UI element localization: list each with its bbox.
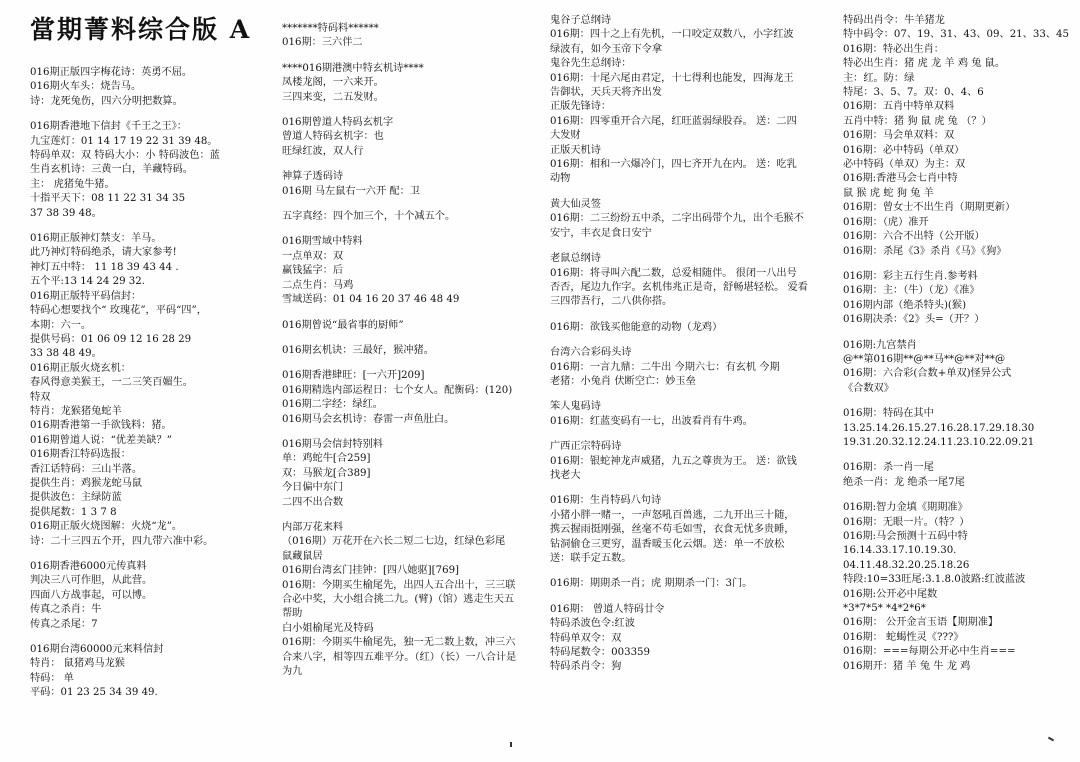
block-gap — [550, 241, 832, 252]
text-line: 016期正版特平码信封： — [30, 290, 142, 302]
text-line: 告御状，天兵天将齐出发 — [550, 87, 663, 99]
text-line: 特必出生肖：猪 虎 龙 羊 鸡 兔 鼠。 — [843, 58, 1006, 70]
text-line: 特码杀波色令:红波 — [550, 618, 635, 630]
block-gap — [550, 389, 832, 400]
text-block — [550, 346, 832, 389]
text-line: 特码： 单 — [30, 672, 74, 684]
text-block — [282, 210, 534, 224]
text-line: 正版天机诗 — [550, 144, 601, 156]
block-gap — [282, 224, 534, 235]
column-2 — [282, 22, 534, 679]
column-4 — [843, 14, 1075, 674]
block-gap — [843, 396, 1075, 407]
block-gap — [550, 566, 832, 577]
block-gap — [282, 510, 534, 521]
block-gap — [282, 51, 534, 62]
text-line: 特码杀肖令：狗 — [550, 661, 622, 673]
text-line: 单：鸡蛇牛[合259] — [282, 453, 371, 465]
text-line: 13.25.14.26.15.27.16.28.17.29.18.30 — [843, 422, 1035, 434]
block-gap — [843, 490, 1075, 501]
text-line: 016期曾道人特码玄机字 — [282, 117, 394, 129]
text-line: 台湾六合彩码头诗 — [550, 347, 632, 359]
text-line: 016期香港地下信封《千王之王》： — [30, 121, 187, 133]
text-line: 合必中奖，大小组合挑二九。(臂)（馆）逃走生天五 — [282, 594, 515, 605]
text-line: 旺绿红波，双人行 — [282, 145, 364, 157]
text-block — [550, 577, 832, 591]
block-gap — [550, 187, 832, 198]
text-line: 016期正版火烧图解：火烧“龙”。 — [30, 521, 183, 533]
text-line: 016期：红蓝变码有一七，出波看肖有牛鸡。 — [550, 415, 753, 427]
text-line: 鼠 猴 虎 蛇 狗 兔 羊 — [843, 187, 934, 199]
text-line: 016期：银蛇神龙声威猪，九五之尊贵为王。 送：欲钱 — [550, 455, 797, 467]
text-line: 特双 — [30, 391, 51, 403]
text-line: 016期：杀一肖一尾 — [843, 462, 934, 474]
text-line: 016期：今期买牛榆尾先，独一无二数上数，冲三六 — [282, 637, 516, 649]
text-block — [550, 321, 832, 335]
text-line: 016期：欲钱买他能意的动物（龙鸡） — [550, 321, 723, 333]
text-line: 判决三八可作胆，从此营。 — [30, 575, 153, 587]
text-line: 三四来变，二五发财。 — [282, 91, 384, 103]
text-line: 平码：01 23 25 34 39 49. — [30, 687, 158, 699]
text-line: 016期正版火烧玄机： — [30, 362, 131, 374]
text-line: 016期香港6000元传真料 — [30, 561, 147, 572]
text-line: 特码心想要找个“ 玫瑰花”，平码“四”， — [30, 305, 207, 317]
text-block — [282, 170, 534, 199]
text-line: 016期：四十之上有先机，一口咬定双数八，小字红波 — [550, 29, 794, 41]
text-line: 白小姐榆尾光及特码 — [282, 622, 374, 634]
text-line: 为九 — [282, 666, 303, 678]
text-line: 016期曾道人说：“优差美缺？” — [30, 434, 172, 446]
text-line: 十指平天下：08 11 22 31 34 35 — [30, 193, 186, 205]
text-block — [282, 319, 534, 333]
text-line: 016期：十尾六尾由君定，十七得利也能发，四海龙王 — [550, 72, 794, 84]
text-line: 黄大仙灵签 — [550, 198, 601, 210]
text-block — [282, 369, 534, 427]
text-line: 内部万花来料 — [282, 521, 344, 533]
text-block — [550, 440, 832, 483]
text-line: 鼠藏鼠居 — [282, 550, 323, 562]
text-line: 携云握雨挺刚强，丝毫不苟毛如雪，衣食无忧多贵睡， — [550, 524, 795, 536]
text-line: 神算子透码诗 — [282, 171, 344, 183]
text-line: 二点生肖：马鸡 — [282, 279, 354, 291]
text-line: 一点单双：双 — [282, 250, 344, 262]
text-line: 016期：杀尾《3》杀肖《马》《狗》 — [843, 245, 1007, 257]
text-line: 正版先锋诗： — [550, 101, 612, 113]
text-line: 016期：一言九鼎：二牛出 今期六七：有玄机 今期 — [550, 361, 780, 373]
text-line: 19.31.20.32.12.24.11.23.10.22.09.21 — [843, 436, 1035, 448]
text-line: 小猪小胖一赌一，一声怒吼百兽逃，二九开出三十随， — [550, 509, 795, 521]
text-block — [30, 560, 270, 632]
text-block — [30, 643, 270, 701]
text-line: 016期：（虎）准开 — [843, 216, 929, 228]
block-gap — [550, 429, 832, 440]
text-block — [550, 603, 832, 675]
text-line: 绝杀一肖：龙 绝杀一尾7尾 — [843, 476, 965, 488]
text-line: 雪域送码：01 04 16 20 37 46 48 49 — [282, 294, 460, 306]
block-gap — [282, 159, 534, 170]
text-line: 016期：彩主五行生肖.参考料 — [843, 270, 978, 282]
block-gap — [282, 427, 534, 438]
text-line: 016期火车头：烧告马。 — [30, 81, 142, 93]
text-line: 生肖玄机诗：三黄一白，羊藏特码。 — [30, 164, 193, 176]
text-line: 神灯五中特： 11 18 39 43 44 . — [30, 261, 179, 273]
text-line: 赢钱猛字：后 — [282, 265, 344, 277]
text-line: 二四不出合数 — [282, 496, 344, 508]
text-line: 五字真经：四个加三个，十个减五个。 — [282, 211, 456, 223]
text-line: 提供号码：01 06 09 12 16 28 29 — [30, 333, 192, 345]
text-line: 016期正版四字梅花诗：英勇不屈。 — [30, 67, 193, 78]
text-line: 双：马猴龙[合389] — [282, 467, 371, 479]
text-line: （016期）万花开在六长二短二七边，红绿色彩尾 — [282, 536, 506, 548]
scan-mark — [510, 742, 512, 747]
text-block — [550, 252, 832, 310]
text-line: 016期：二三纷纷五中杀，二字出码带个九，出个毛猴不 — [550, 213, 804, 225]
text-line: 提供尾数：1 3 7 8 — [30, 506, 117, 518]
text-line: *3*7*5* *4*2*6* — [843, 603, 926, 615]
text-line: 主：红。防：绿 — [843, 72, 915, 84]
text-line: 凤楼龙阁，一六来开。 — [282, 77, 384, 89]
text-line: 送：联手定五数。 — [550, 553, 632, 564]
text-line: 016期： 曾道人特码廿令 — [550, 603, 665, 615]
text-line: 016期决杀：《2》头=（开？） — [843, 314, 985, 326]
text-line: 主： 虎猪兔牛猪。 — [30, 178, 115, 190]
text-line: 016期：无眼一片。（特？） — [843, 516, 970, 528]
block-gap — [282, 333, 534, 344]
text-line: 特码尾数令：003359 — [550, 647, 651, 659]
text-line: 笨人鬼码诗 — [550, 401, 601, 413]
text-line: 找老大 — [550, 469, 581, 481]
block-gap — [550, 310, 832, 321]
text-line: 特码单双：双 特码大小：小 特码波色：蓝 — [30, 150, 220, 162]
text-block — [282, 344, 534, 358]
text-line: 五个平:13 14 24 29 32. — [30, 276, 146, 288]
text-line: 04.11.48.32.20.25.18.26 — [843, 559, 970, 571]
text-line: 016期：将寻叫六配二数，总爱相随伴。 很闭一八出号 — [550, 267, 797, 279]
text-line: 016期马会信封特别料 — [282, 438, 383, 450]
text-line: 016期：期期杀一肖；虎 期期杀一门：3门。 — [550, 578, 753, 590]
block-gap — [30, 109, 270, 120]
text-line: 曾道人特码玄机字：也 — [282, 131, 384, 143]
text-line: 五肖中特：猪 狗 鼠 虎 兔 （？） — [843, 115, 992, 127]
block-gap — [282, 358, 534, 369]
text-block — [550, 494, 832, 566]
text-line: 016期：必中特码（单双） — [843, 144, 965, 156]
text-line: 016期精选内部运程日：七个女人。配衡码：(120) — [282, 384, 513, 396]
block-gap — [282, 308, 534, 319]
text-block — [843, 501, 1075, 674]
text-block — [282, 438, 534, 510]
text-line: 本期：六一。 — [30, 319, 92, 331]
text-line: 016期：六合彩(合数+单双)怪异公式 — [843, 368, 1012, 380]
text-line: 33 38 48 49。 — [30, 348, 102, 360]
text-line: 016期：特必出生肖： — [843, 43, 944, 55]
text-block — [550, 198, 832, 241]
text-line: 帮助 — [282, 608, 303, 620]
text-line: 016期：三六伴二 — [282, 37, 363, 49]
text-line: 016期：生肖特码八句诗 — [550, 495, 662, 507]
text-line: 诗：二十三四五个开，四九带六准中彩。 — [30, 535, 214, 547]
text-block — [550, 400, 832, 429]
block-gap — [843, 450, 1075, 461]
block-gap — [30, 549, 270, 560]
text-line: 传真之杀肖：牛 — [30, 604, 102, 616]
text-line: 016期二字经：绿红。 — [282, 399, 383, 411]
text-line: 特段:10=33旺尾:3.1.8.0波路:红波蓝波 — [843, 574, 1026, 586]
text-line: 广西正宗特码诗 — [550, 441, 622, 453]
block-gap — [843, 328, 1075, 339]
text-line: 钻洞偷仓三更穷，温香暖玉化云烟。送：单一不放松 — [550, 538, 785, 550]
text-line: 016期香江特码选报： — [30, 449, 131, 461]
text-line: 016期曾说“最省事的厨师” — [282, 319, 404, 331]
text-line: ****016期港澳中特玄机诗**** — [282, 62, 424, 74]
text-line: 016期香港第一手欲钱料：猪。 — [30, 420, 172, 432]
block-gap — [30, 221, 270, 232]
text-line: 特肖： 鼠猪鸡马龙猴 — [30, 658, 125, 670]
text-line: 016期：===每期公开必中生肖=== — [843, 646, 1016, 658]
text-line: 四面八方战事起，可以博。 — [30, 589, 153, 601]
block-gap — [843, 259, 1075, 270]
text-line: 特中码令：07、19、31、43、09、21、33、45 — [843, 29, 1069, 41]
text-block — [30, 232, 270, 549]
column-1 — [30, 66, 270, 701]
column-3 — [550, 14, 832, 675]
text-line: 016期内部（绝杀特头)(猴) — [843, 299, 967, 311]
text-line: 特肖：龙猴猪兔蛇羊 — [30, 405, 122, 417]
text-block — [843, 461, 1075, 490]
text-line: 016期：曾女士不出生肖（期期更新） — [843, 202, 1016, 214]
text-line: 三四带吾行，二八供你搭。 — [550, 296, 673, 308]
text-line: @**第016期**@**马**@**对**@ — [843, 353, 1006, 365]
text-line: 鬼谷先生总纲诗： — [550, 58, 632, 70]
text-line: 大发财 — [550, 130, 581, 142]
text-block — [843, 339, 1075, 397]
text-block — [30, 120, 270, 221]
text-line: 传真之杀尾：7 — [30, 618, 98, 630]
text-line: 合来八字，相等四五难平分。（红）（长）一八合计是 — [282, 651, 517, 663]
text-line: 016期:香港马会七肖中特 — [843, 173, 958, 185]
text-block — [550, 14, 832, 187]
text-line: 特码出肖令：牛羊猪龙 — [843, 15, 945, 26]
text-line: 16.14.33.17.10.19.30. — [843, 545, 957, 557]
text-line: 016期马会玄机诗：春雷一声鱼肚白。 — [282, 413, 455, 425]
text-line: 016期台湾玄门挂钟：[四八她驱][769] — [282, 565, 460, 577]
block-gap — [550, 335, 832, 346]
text-line: 016期正版神灯禁支：羊马。 — [30, 233, 162, 245]
text-line: 今日偏中东门 — [282, 482, 344, 494]
text-line: 016期:智力金填《期期准》 — [843, 502, 968, 514]
text-block — [30, 66, 270, 109]
text-line: 016期:马会预测十五码中特 — [843, 531, 968, 542]
text-line: 春风得意美猴王，一二三笑百媚生。 — [30, 377, 193, 389]
text-block — [282, 22, 534, 51]
text-line: 《合数双》 — [843, 382, 894, 394]
text-line: 016期：六合不出特（公开版） — [843, 231, 985, 243]
text-line: 016期开：猪 羊 兔 牛 龙 鸡 — [843, 660, 971, 672]
text-line: 绿波有，如今玉帝下令拿 — [550, 43, 663, 55]
text-block — [282, 116, 534, 159]
text-line: 提供生肖：鸡猴龙蛇马鼠 — [30, 477, 143, 489]
text-block — [282, 62, 534, 105]
text-line: 016期香港肆旺：[一六开]209] — [282, 370, 425, 382]
text-line: 特码单双令：双 — [550, 632, 622, 644]
text-line: 016期雪域中特料 — [282, 236, 363, 248]
text-block — [843, 14, 1075, 259]
text-line: 提供波色：主绿防蓝 — [30, 492, 122, 504]
text-line: 016期 马左鼠右一六开 配：卫 — [282, 185, 420, 197]
text-block — [843, 270, 1075, 328]
text-line: 鬼谷子总纲诗 — [550, 15, 612, 26]
text-line: 016期：马会单双料：双 — [843, 130, 955, 142]
text-line: 016期玄机诀：三最好，猴冲猪。 — [282, 344, 434, 356]
text-line: 特尾：3、5、7。双：0、4、6 — [843, 87, 984, 99]
text-line: 必中特码（单双）为主：双 — [843, 159, 966, 171]
block-gap — [30, 632, 270, 643]
text-line: 016期:九宫禁肖 — [843, 339, 917, 351]
block-gap — [550, 592, 832, 603]
text-line: 016期：主：（牛）（龙）《准》 — [843, 285, 980, 297]
text-line: 诗：龙死兔伤，四六分明把数算。 — [30, 95, 183, 107]
text-line: 否否，尾边九作字。玄机伟兆正是奇，舒畅堪轻松。 爱看 — [550, 281, 808, 293]
block-gap — [282, 105, 534, 116]
text-line: 老鼠总纲诗 — [550, 253, 601, 265]
block-gap — [550, 483, 832, 494]
text-line: 此乃神灯特码绝杀，请大家参考! — [30, 247, 177, 259]
text-block — [843, 407, 1075, 450]
block-gap — [282, 199, 534, 210]
text-line: 安宁，丰衣足食日安宁 — [550, 227, 652, 239]
text-line: 老猪：小兔肖 伏断空亡：妙玉垒 — [550, 375, 696, 387]
text-line: 香江话特码：三山半落。 — [30, 463, 143, 475]
text-line: 016期：四零重开合六尾，红旺蓝弱绿股吞。 送：二四 — [550, 115, 797, 127]
text-line: 动物 — [550, 173, 571, 185]
text-line: 016期： 公开金言玉语【期期准】 — [843, 617, 999, 629]
text-line: *******特码料****** — [282, 23, 379, 34]
text-line: 016期：今期买生榆尾先，出四人五合出十，三三联 — [282, 579, 516, 591]
text-block — [282, 235, 534, 307]
text-block — [282, 521, 534, 679]
scan-mark — [1048, 737, 1054, 742]
text-line: 016期：相和一六爆冷门，四七齐开九在内。 送：吃乳 — [550, 159, 797, 171]
text-line: 九宝莲灯：01 14 17 19 22 31 39 48。 — [30, 135, 218, 147]
text-line: 016期：五肖中特单双料 — [843, 101, 955, 113]
text-line: 016期:公开必中尾数 — [843, 588, 938, 600]
page-title: 當期菁料综合版 A — [30, 15, 252, 44]
text-line: 37 38 39 48。 — [30, 207, 102, 219]
text-line: 016期台湾60000元来料信封 — [30, 644, 164, 656]
text-line: 016期： 蛇蝎性灵《???》 — [843, 631, 964, 643]
text-line: 016期：特码在其中 — [843, 408, 934, 420]
